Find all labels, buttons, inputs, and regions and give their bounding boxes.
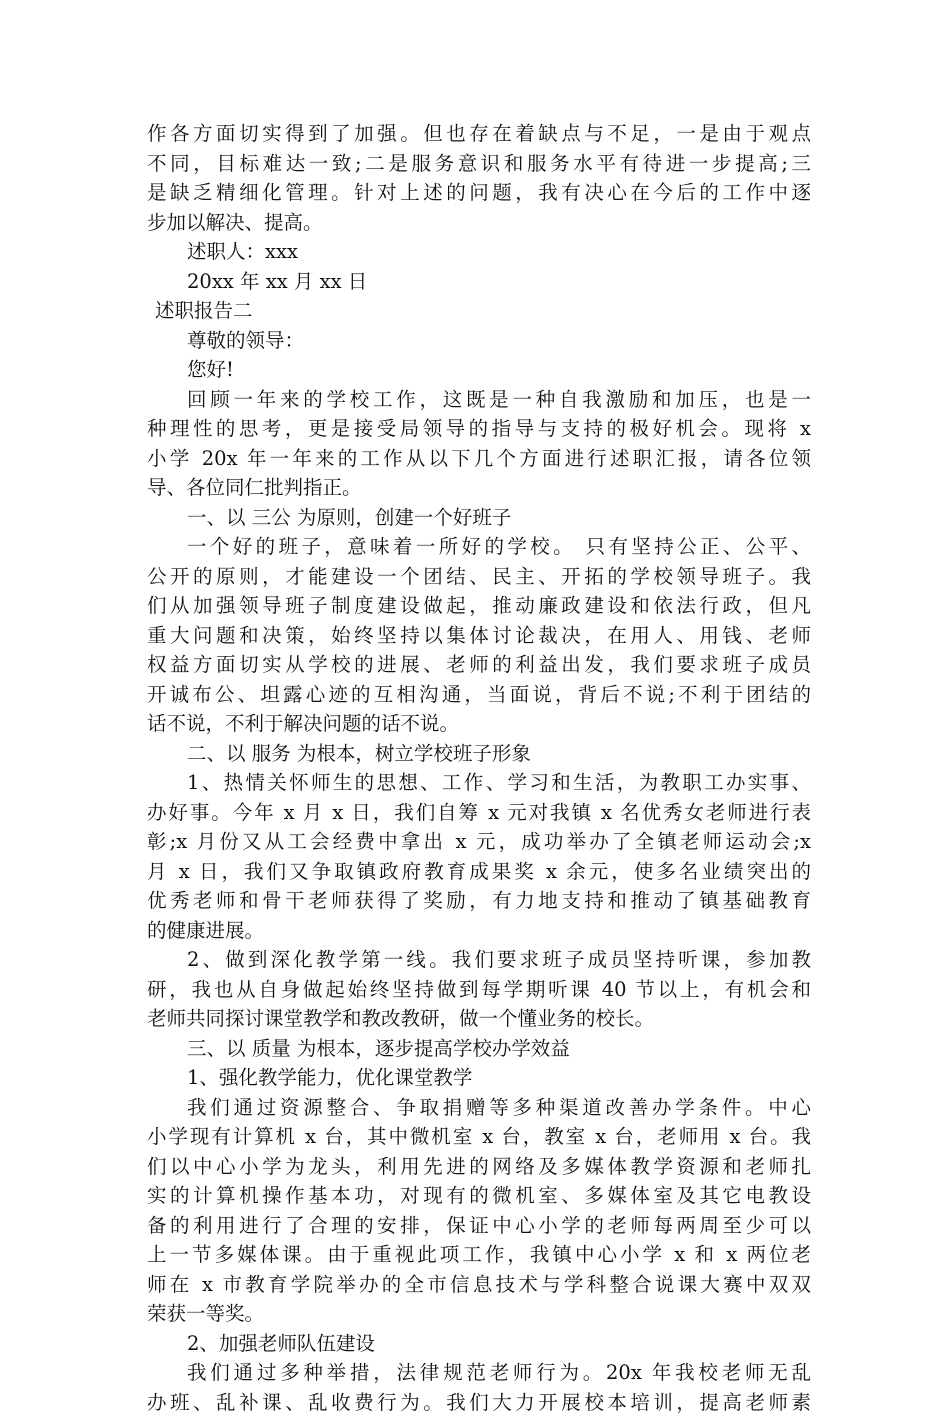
paragraph-line: 重大问题和决策，始终坚持以集体讨论裁决，在用人、用钱、老师 (147, 621, 811, 651)
paragraph-line: 开诚布公、坦露心迹的互相沟通，当面说，背后不说;不利于团结的 (147, 680, 811, 710)
paragraph-line: 公开的原则，才能建设一个团结、民主、开拓的学校领导班子。我 (147, 562, 811, 592)
paragraph-line: 老师共同探讨课堂教学和教改教研，做一个懂业务的校长。 (147, 1004, 811, 1034)
paragraph-line: 2、加强老师队伍建设 (147, 1329, 811, 1359)
paragraph-line: 回顾一年来的学校工作，这既是一种自我激励和加压，也是一 (147, 385, 811, 415)
paragraph-line: 不同，目标难达一致;二是服务意识和服务水平有待进一步提高;三 (147, 149, 811, 179)
paragraph-line: 话不说，不利于解决问题的话不说。 (147, 709, 811, 739)
paragraph-line: 您好! (147, 355, 811, 385)
paragraph-line: 办班、乱补课、乱收费行为。我们大力开展校本培训，提高老师素 (147, 1388, 811, 1417)
paragraph-line: 的健康进展。 (147, 916, 811, 946)
paragraph-line: 述职人：xxx (147, 237, 811, 267)
paragraph-line: 月 x 日，我们又争取镇政府教育成果奖 x 余元，使多名业绩突出的 (147, 857, 811, 887)
paragraph-line: 彰;x 月份又从工会经费中拿出 x 元，成功举办了全镇老师运动会;x (147, 827, 811, 857)
paragraph-line: 我们通过资源整合、争取捐赠等多种渠道改善办学条件。中心 (147, 1093, 811, 1123)
paragraph-line: 权益方面切实从学校的进展、老师的利益出发，我们要求班子成员 (147, 650, 811, 680)
paragraph-line: 步加以解决、提高。 (147, 208, 811, 238)
paragraph-line: 实的计算机操作基本功，对现有的微机室、多媒体室及其它电教设 (147, 1181, 811, 1211)
paragraph-line: 作各方面切实得到了加强。但也存在着缺点与不足，一是由于观点 (147, 119, 811, 149)
paragraph-line: 2、做到深化教学第一线。我们要求班子成员坚持听课，参加教 (147, 945, 811, 975)
paragraph-line: 1、热情关怀师生的思想、工作、学习和生活，为教职工办实事、 (147, 768, 811, 798)
paragraph-line: 是缺乏精细化管理。针对上述的问题，我有决心在今后的工作中逐 (147, 178, 811, 208)
paragraph-line: 二、以 服务 为根本，树立学校班子形象 (147, 739, 811, 769)
paragraph-line: 导、各位同仁批判指正。 (147, 473, 811, 503)
paragraph-line: 们从加强领导班子制度建设做起，推动廉政建设和依法行政，但凡 (147, 591, 811, 621)
paragraph-line: 研，我也从自身做起始终坚持做到每学期听课 40 节以上，有机会和 (147, 975, 811, 1005)
paragraph-line: 三、以 质量 为根本，逐步提高学校办学效益 (147, 1034, 811, 1064)
paragraph-line: 1、强化教学能力，优化课堂教学 (147, 1063, 811, 1093)
paragraph-line: 小学 20x 年一年来的工作从以下几个方面进行述职汇报，请各位领 (147, 444, 811, 474)
paragraph-line: 一个好的班子，意味着一所好的学校。 只有坚持公正、公平、 (147, 532, 811, 562)
paragraph-line: 尊敬的领导： (147, 326, 811, 356)
paragraph-line: 20xx 年 xx 月 xx 日 (147, 267, 811, 297)
paragraph-line: 优秀老师和骨干老师获得了奖励，有力地支持和推动了镇基础教育 (147, 886, 811, 916)
paragraph-line: 们以中心小学为龙头，利用先进的网络及多媒体教学资源和老师扎 (147, 1152, 811, 1182)
paragraph-line: 一、以 三公 为原则，创建一个好班子 (147, 503, 811, 533)
paragraph-line: 小学现有计算机 x 台，其中微机室 x 台，教室 x 台，老师用 x 台。我 (147, 1122, 811, 1152)
paragraph-line: 我们通过多种举措，法律规范老师行为。20x 年我校老师无乱 (147, 1358, 811, 1388)
paragraph-line: 荣获一等奖。 (147, 1299, 811, 1329)
paragraph-line: 上一节多媒体课。由于重视此项工作，我镇中心小学 x 和 x 两位老 (147, 1240, 811, 1270)
paragraph-line: 述职报告二 (147, 296, 811, 326)
paragraph-line: 种理性的思考，更是接受局领导的指导与支持的极好机会。现将 x (147, 414, 811, 444)
paragraph-line: 办好事。今年 x 月 x 日，我们自筹 x 元对我镇 x 名优秀女老师进行表 (147, 798, 811, 828)
paragraph-line: 备的利用进行了合理的安排，保证中心小学的老师每两周至少可以 (147, 1211, 811, 1241)
document-body (147, 119, 811, 1417)
paragraph-line: 师在 x 市教育学院举办的全市信息技术与学科整合说课大赛中双双 (147, 1270, 811, 1300)
